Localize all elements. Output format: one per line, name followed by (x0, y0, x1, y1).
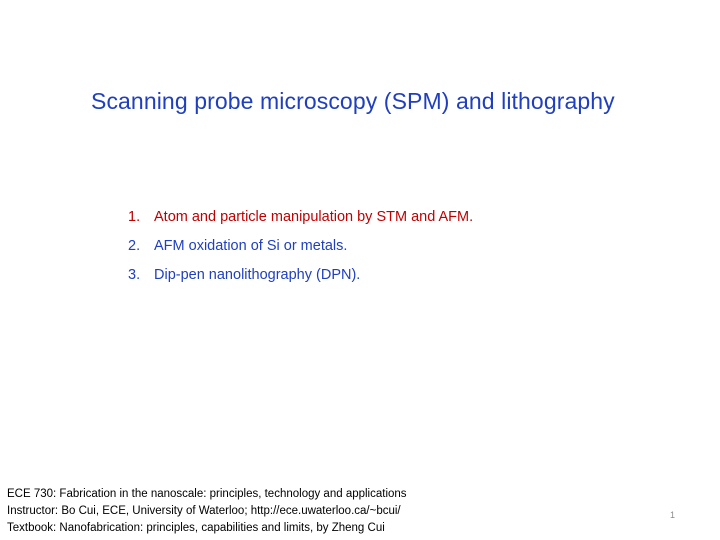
slide-title: Scanning probe microscopy (SPM) and lithography (91, 88, 615, 114)
list-item-number: 3. (128, 267, 141, 283)
list-item-number: 2. (128, 238, 141, 254)
list-item (128, 265, 473, 285)
list-item-text: Atom and particle manipulation by STM and AFM. (154, 209, 474, 225)
list-item-text: AFM oxidation of Si or metals. (154, 238, 348, 254)
list-item-number: 1. (128, 209, 141, 225)
list-item (128, 236, 473, 256)
list-item-text: Dip-pen nanolithography (DPN). (154, 267, 361, 283)
page-number: 1 (670, 510, 676, 520)
footer-textbook-line: Textbook: Nanofabrication: principles, capabilities and limits, by Zheng Cui (7, 522, 385, 534)
footer-course-line: ECE 730: Fabrication in the nanoscale: principles, technology and applications (7, 488, 407, 500)
course-footer (7, 486, 407, 537)
topic-list (128, 207, 473, 294)
footer-instructor-line: Instructor: Bo Cui, ECE, University of Waterloo; http://ece.uwaterloo.ca/~bcui/ (7, 505, 401, 517)
list-item (128, 207, 473, 227)
